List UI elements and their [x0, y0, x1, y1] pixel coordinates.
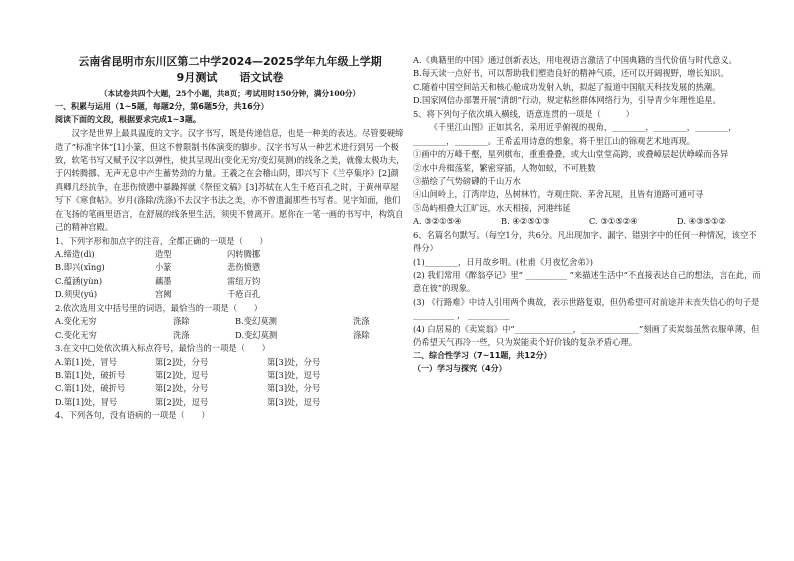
section1-heading: 一、积累与运用（1~5题，每题2分，第6题5分，共16分） — [55, 102, 269, 112]
q5-stem: 《千里江山图》正如其名，采用近乎俯视的视角，________，________，________，________，________。王希孟用诗意的想象，将千里江山的锦观艺术地再现。 — [413, 122, 737, 146]
subsection-heading: （一）学习与探究（4分） — [413, 363, 507, 373]
option-text: 第[3]处，分号 — [267, 356, 321, 367]
q5-item-1: ①画中的万峰千壑，星列棋布，重重叠叠，或大山堂堂高跨，或叠嶂层起伏峥嵘而各异 — [413, 149, 729, 160]
q3-option-c — [55, 382, 405, 395]
reading-instruction: 阅读下面的文段，根据要求完成1~3题。 — [55, 115, 201, 125]
option-text: 悲伤愤懑 — [227, 262, 261, 273]
q6-item-1: (1)________，日月故乡明。(杜甫《月夜忆舍弟》) — [413, 256, 594, 267]
option-text: C.变化无穷 — [55, 329, 97, 340]
section2-heading: 二、综合性学习（7~11题，共12分） — [413, 350, 552, 360]
question-4: 4、下列各句，没有语病的一项是（ ） — [55, 410, 210, 421]
option-text: 涤除 — [353, 329, 370, 340]
option-text: 第[2]处，逗号 — [155, 369, 209, 380]
q5-item-2: ②水中舟楫荡桨，繁密穿插，人物如蚁，不可胜数 — [413, 162, 596, 173]
option-text: C.第[1]处，破折号 — [55, 383, 126, 394]
q5-item-4: ④山间岭上，汀湾岸边，丛树林竹，寺观庄院、茅舍瓦屋，且皆有道路可通可寻 — [413, 189, 704, 200]
option-text: A.缔造(dì) — [55, 249, 95, 260]
q5-item-3: ③描绘了气势磅礴的千山万水 — [413, 175, 521, 186]
option-text: 第[2]处，分号 — [155, 383, 209, 394]
option-text: A.变化无穷 — [55, 316, 97, 327]
q1-option-a — [55, 248, 405, 261]
option-text: 千疮百孔 — [227, 289, 261, 300]
option-text: 小篆 — [155, 262, 172, 273]
exam-note: （本试卷共四个大题，25个小题，共8页；考试用时150分钟，满分100分） — [99, 88, 361, 98]
option-text: A.第[1]处，冒号 — [55, 356, 117, 367]
option-text: 涤除 — [173, 316, 190, 327]
option-text: B.变幻莫测 — [235, 316, 277, 327]
option-text: C. ③①⑤②④ — [589, 216, 638, 227]
option-text: A. ③②①⑤④ — [413, 216, 462, 227]
option-text: D. ④③⑤①② — [677, 216, 726, 227]
q3-option-b — [55, 369, 405, 382]
q1-option-b — [55, 261, 405, 274]
option-text: 洗涤 — [353, 316, 370, 327]
option-text: 造型 — [155, 249, 172, 260]
q5-item-5: ⑤岛屿相叠大江旷远，水天相接，河港纬延 — [413, 202, 571, 213]
question-3: 3.在文中□处依次填入标点符号，最恰当的一项是（ ） — [55, 343, 270, 354]
option-text: D.须臾(yú) — [55, 289, 98, 300]
exam-title-line1: 云南省昆明市东川区第二中学2024—2025学年九年级上学期 — [78, 55, 382, 68]
q2-options-row2 — [55, 329, 405, 342]
question-5: 5、将下列句子依次填入横线，语意连贯的一项是（ ） — [413, 108, 634, 119]
q6-item-4: (4) 白居易的《卖炭翁》中“______________，______________”刻画了卖炭翁虽然衣服单薄，但仍希望天气再冷一些，只为炭能卖个好价钱的复杂矛盾心理。 — [413, 323, 760, 348]
option-text: 第[2]处，分号 — [155, 356, 209, 367]
option-text: D.第[1]处，冒号 — [55, 396, 118, 407]
exam-title-line2: 9月测试 语文试卷 — [176, 70, 284, 84]
option-text: 第[3]处，逗号 — [267, 396, 321, 407]
q3-option-a — [55, 356, 405, 369]
q4-option-a: A.《典籍里的中国》通过创新表达，用电视语言激活了中国典籍的当代价值与时代意义。 — [413, 55, 737, 65]
option-text: B.即兴(xīng) — [55, 262, 105, 273]
q4-option-d: D.国家网信办部署开展“清朗”行动，规定粘丝群体网络行为，引导青少年理性追星。 — [413, 95, 721, 106]
option-text: D.变幻莫测 — [235, 329, 278, 340]
left-column — [55, 54, 405, 423]
q2-options-row1 — [55, 315, 405, 328]
q5-options — [413, 215, 763, 228]
option-text: 第[3]处，逗号 — [267, 369, 321, 380]
option-text: 雷纽万钧 — [227, 275, 261, 286]
question-2: 2.依次选用文中括号里的词语，最恰当的一项是（ ） — [55, 302, 263, 313]
question-1: 1、下列字形和加点字的注音，全都正确的一项是（ ） — [55, 235, 268, 246]
q1-option-d — [55, 288, 405, 301]
q1-option-c — [55, 275, 405, 288]
option-text: 藕墨 — [155, 275, 172, 286]
q4-option-c: C.随着中国空间站天和核心舱成功发射入轨，拟起了报道中国航天科技发展的热潮。 — [413, 81, 721, 92]
option-text: 洗涤 — [173, 329, 190, 340]
q6-item-3: (3) 《行路难》中诗人引用两个典故，表示世路复艰，但仍希望可对前途并未丧失信心的句子是 __________ ， __________ — [413, 296, 760, 321]
option-text: 宫阙 — [155, 289, 172, 300]
right-column — [413, 54, 763, 376]
option-text: 第[3]处，分号 — [267, 383, 321, 394]
q3-option-d — [55, 396, 405, 409]
option-text: 第[2]处，逗号 — [155, 396, 209, 407]
question-6: 6、名篇名句默写。（每空1分，共6分。凡出现加字、漏字、错别字中的任何一种情况，该空不得分） — [413, 229, 757, 254]
option-text: C.蕴涵(yùn) — [55, 275, 103, 286]
option-text: 闪转腾挪 — [227, 249, 261, 260]
q6-item-2: (2) 我们常用《醉翁亭记》里“ __________ ”来描述生活中“不直接表达自己的想法，言在此，而意在彼”的现象。 — [413, 270, 761, 294]
option-text: B.第[1]处，破折号 — [55, 369, 126, 380]
option-text: B. ④②⑤①③ — [501, 216, 550, 227]
reading-passage: 汉字是世界上最具温度的文字。汉字书写，既是传递信息，也是一种美的表达。尽管要硬缔造了“标准字体”[1]小篆，但这不曾限制书体演变的脚步。汉字书写从一种艺术进行到另一个极致，软笔书写又赋予汉字以弹性，使其呈现出(变化无穷/变幻莫测)的线条之美，就像太极功夫，于闪转腾挪、无声无息中产生蓄势劲的力量。王羲之在会稽山阴，即兴写下《兰亭集序》[2]颜真卿几经抗争，在悲伤愤懑中暴躁挥就《祭侄文稿》[3]苏轼在人生千疮百孔之时，于黄州草屋写下《寒食帖》。岁月(涤除/洗涤)不去汉字书法之美，亦不曾遗漏那些书写者。见字知面，他们在飞扬的笔画里语言，在舒展的线条里生活，须臾不曾离开。愿你在一笔一画的书写中，构筑自己的精神宫殿。 — [55, 128, 405, 233]
q4-option-b: B.每天读一点好书，可以帮助我们塑造良好的精神气质，还可以开阔视野，增长知识。 — [413, 68, 729, 79]
